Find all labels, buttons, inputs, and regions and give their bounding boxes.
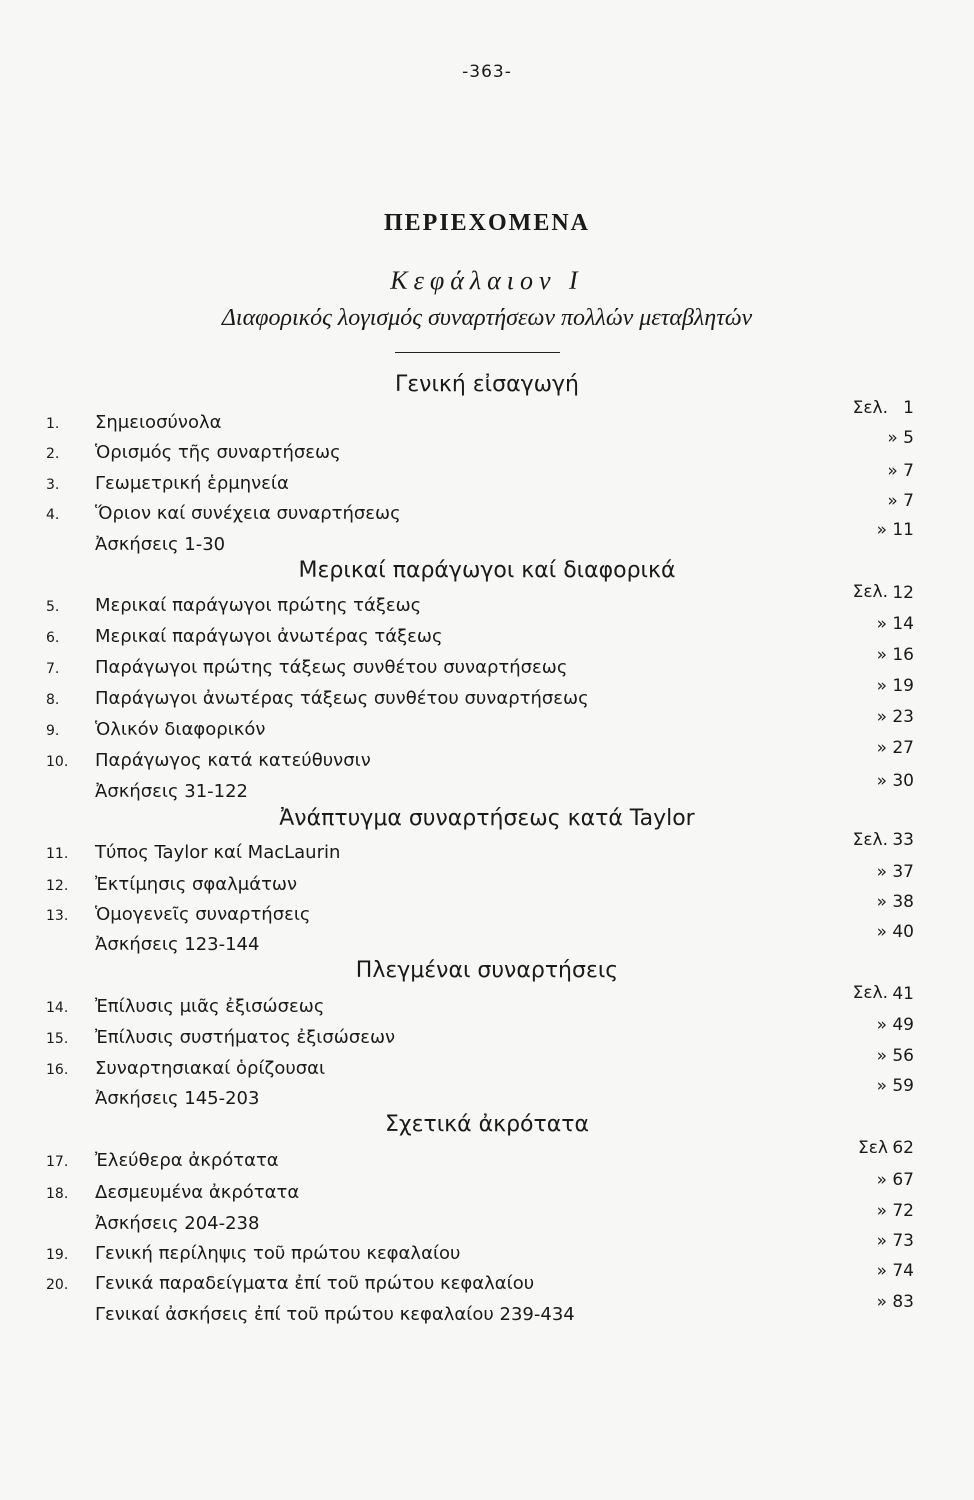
page-number: -363- (462, 62, 512, 82)
entry-title: Ἐλεύθερα ἀκρότατα (95, 1150, 279, 1171)
entry-title: Ἐπίλυσις μιᾶς ἐξισώσεως (95, 996, 325, 1017)
toc-entry (0, 676, 974, 718)
entry-page: » 19 (876, 676, 914, 696)
entry-number: 5. (46, 599, 60, 615)
entry-page: » 37 (876, 862, 914, 882)
toc-entry (0, 1046, 974, 1088)
toc-entry (0, 738, 974, 780)
entry-page: » 7 (887, 491, 914, 511)
entry-page: 41 (892, 984, 914, 1004)
entry-number: 6. (46, 630, 60, 646)
entry-number: 18. (46, 1186, 69, 1202)
entry-title: Ὁρισμός τῆς συναρτήσεως (95, 442, 341, 463)
chapter-subtitle: Διαφορικός λογισμός συναρτήσεων πολλών μεταβλητών (221, 305, 753, 331)
entry-number: 16. (46, 1062, 69, 1078)
page-title: ΠΕΡΙΕΧΟΜΕΝΑ (383, 210, 590, 236)
entry-title: Γεωμετρική ἑρμηνεία (95, 473, 289, 494)
toc-entry (0, 461, 974, 503)
entry-title: Τύπος Taylor καί MacLaurin (95, 842, 341, 863)
toc-entry (0, 1170, 974, 1212)
entry-number: 14. (46, 1000, 69, 1016)
entry-title: Ἀσκήσεις 145-203 (95, 1088, 260, 1109)
entry-page: » 67 (876, 1170, 914, 1190)
entry-page: » 30 (876, 771, 914, 791)
toc-entry (0, 614, 974, 656)
entry-number: 4. (46, 507, 60, 523)
entry-title: Παράγωγοι πρώτης τάξεως συνθέτου συναρτήσεως (95, 657, 568, 678)
toc-entry (0, 1261, 974, 1303)
entry-title: Ὁλικόν διαφορικόν (95, 719, 266, 740)
page-column-label: Σελ. (852, 983, 888, 1003)
entry-page: 62 (892, 1138, 914, 1158)
entry-page: » 38 (876, 892, 914, 912)
entry-title: Ἀσκήσεις 123-144 (95, 934, 260, 955)
entry-page: » 14 (876, 614, 914, 634)
entry-page: 12 (892, 583, 914, 603)
entry-number: 9. (46, 723, 60, 739)
entry-page: » 16 (876, 645, 914, 665)
entry-title: Παράγωγος κατά κατεύθυνσιν (95, 750, 371, 771)
section-heading: Πλεγμέναι συναρτήσεις (355, 958, 619, 983)
toc-entry (0, 428, 974, 472)
entry-number: 7. (46, 661, 60, 677)
entry-number: 13. (46, 908, 69, 924)
entry-number: 19. (46, 1247, 69, 1263)
entry-title: Ἐπίλυσις συστήματος ἐξισώσεων (95, 1027, 396, 1048)
entry-number: 2. (46, 446, 60, 462)
entry-title: Γενική περίληψις τοῦ πρώτου κεφαλαίου (95, 1243, 461, 1264)
toc-entry (0, 645, 974, 687)
page-column-label: Σελ (858, 1138, 888, 1158)
entry-page: » 5 (887, 428, 914, 448)
entry-page: » 7 (887, 461, 914, 481)
entry-page: » 40 (876, 922, 914, 942)
entry-number: 1. (46, 416, 60, 432)
divider (395, 352, 560, 353)
entry-number: 11. (46, 846, 69, 862)
entry-page: » 72 (876, 1201, 914, 1221)
entry-title: Συναρτησιακαί ὁρίζουσαι (95, 1058, 326, 1079)
entry-title: Δεσμευμένα ἀκρότατα (95, 1182, 300, 1203)
entry-page: » 74 (876, 1261, 914, 1281)
toc-entry (0, 1015, 974, 1057)
entry-title: Ἀσκήσεις 1-30 (95, 534, 226, 555)
entry-title: Γενικά παραδείγματα ἐπί τοῦ πρώτου κεφαλαίου (95, 1273, 535, 1294)
toc-entry (0, 491, 974, 533)
entry-page: » 11 (876, 520, 914, 540)
toc-entry (0, 862, 974, 904)
entry-title: Ὅριον καί συνέχεια συναρτήσεως (95, 503, 401, 524)
entry-page: 33 (892, 830, 914, 850)
toc-entry (0, 1292, 974, 1334)
entry-page: » 27 (876, 738, 914, 758)
entry-number: 15. (46, 1031, 69, 1047)
entry-title: Ἀσκήσεις 204-238 (95, 1213, 260, 1234)
entry-page: » 56 (876, 1046, 914, 1066)
entry-number: 8. (46, 692, 60, 708)
entry-page: 1 (903, 398, 914, 418)
entry-page: » 59 (876, 1076, 914, 1096)
entry-title: Παράγωγοι ἀνωτέρας τάξεως συνθέτου συναρτήσεως (95, 688, 589, 709)
section-heading: Σχετικά ἀκρότατα (384, 1112, 590, 1137)
page-column-label: Σελ. (852, 398, 888, 418)
toc-entry (0, 1231, 974, 1273)
section-heading: Μερικαί παράγωγοι καί διαφορικά (298, 558, 676, 583)
entry-page: » 73 (876, 1231, 914, 1251)
section-heading: Γενική εἰσαγωγή (395, 372, 579, 397)
entry-number: 3. (46, 477, 60, 493)
entry-page: » 49 (876, 1015, 914, 1035)
entry-title: Μερικαί παράγωγοι ἀνωτέρας τάξεως (95, 626, 443, 647)
entry-title: Μερικαί παράγωγοι πρώτης τάξεως (95, 595, 422, 616)
entry-title: Ἀσκήσεις 31-122 (95, 781, 249, 802)
toc-entry (0, 707, 974, 749)
page-column-label: Σελ. (852, 582, 888, 602)
toc-entry (0, 892, 974, 934)
entry-number: 12. (46, 878, 69, 894)
entry-page: » 23 (876, 707, 914, 727)
entry-title: Ὁμογενεῖς συναρτήσεις (95, 904, 311, 925)
entry-number: 20. (46, 1277, 69, 1293)
entry-page: » 83 (876, 1292, 914, 1312)
page-column-label: Σελ. (852, 830, 888, 850)
chapter-heading: Κεφάλαιον Ι (390, 266, 584, 295)
section-heading: Ἀνάπτυγμα συναρτήσεως κατά Taylor (279, 806, 695, 831)
entry-title: Σημειοσύνολα (95, 412, 222, 433)
entry-title: Ἐκτίμησις σφαλμάτων (95, 874, 298, 895)
entry-number: 17. (46, 1154, 69, 1170)
toc-entry (0, 1201, 974, 1243)
entry-number: 10. (46, 754, 69, 770)
entry-title: Γενικαί ἀσκήσεις ἐπί τοῦ πρώτου κεφαλαίου 239-434 (95, 1304, 575, 1325)
